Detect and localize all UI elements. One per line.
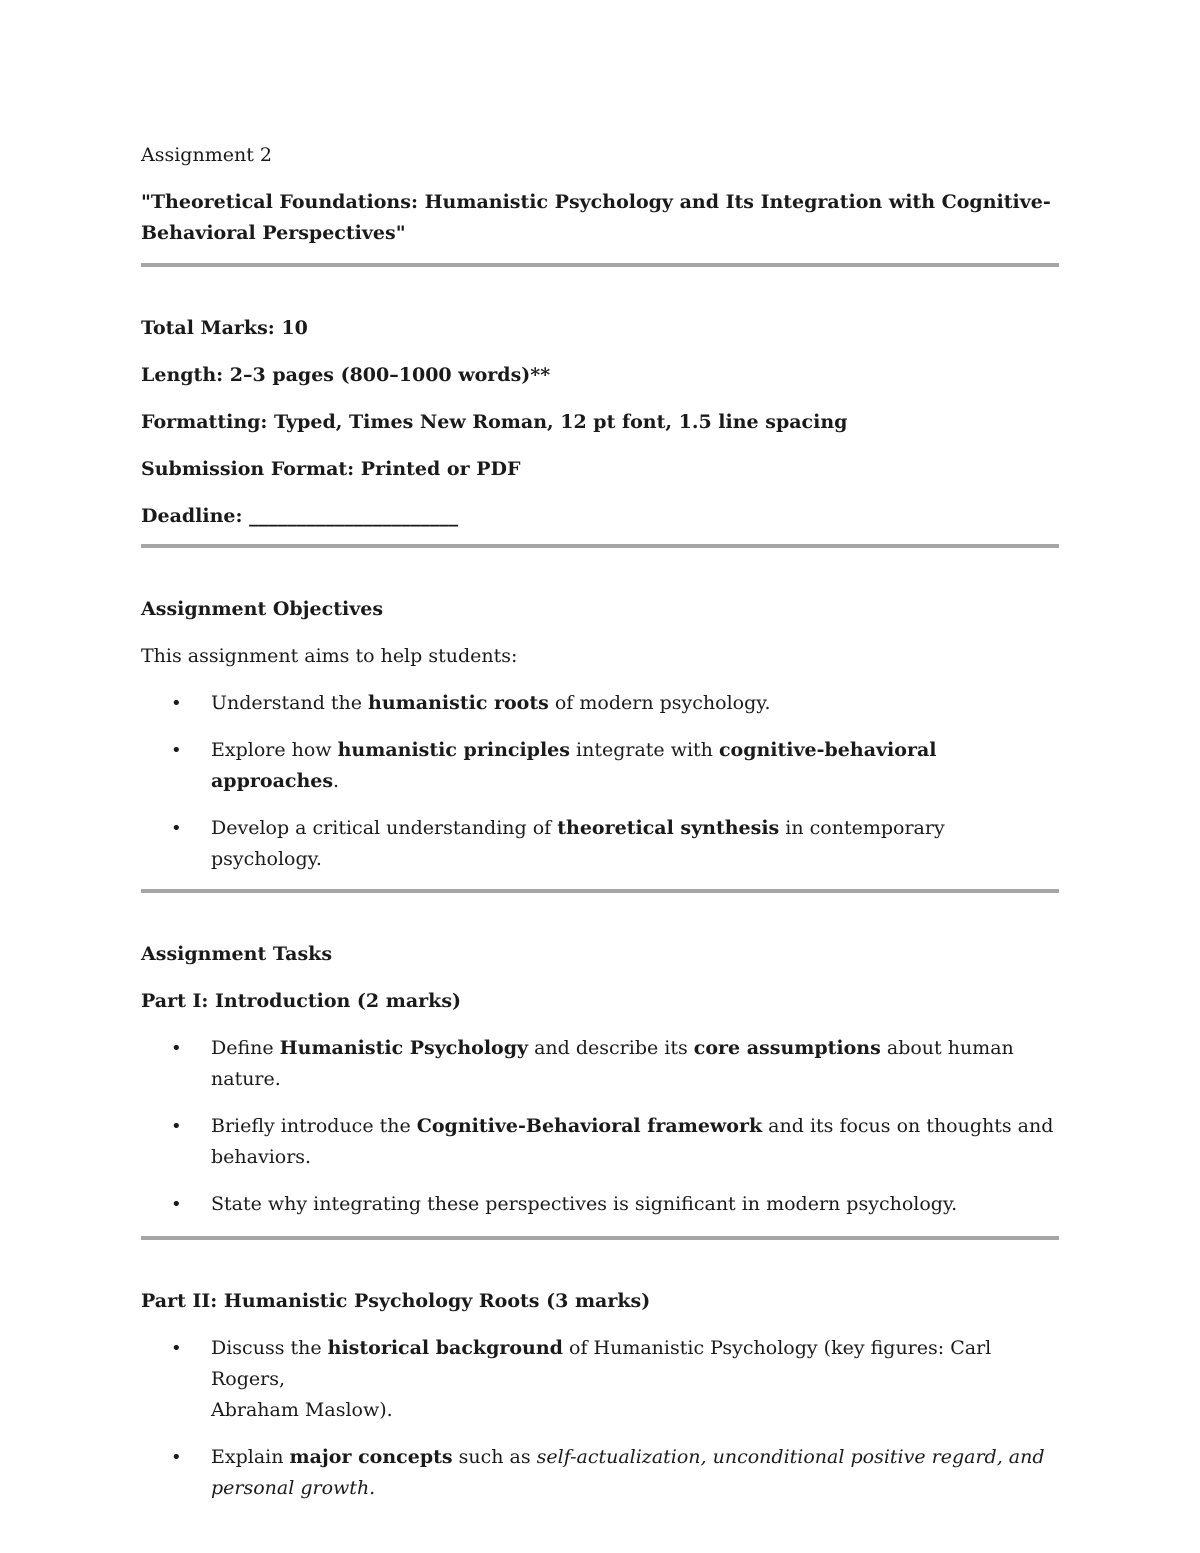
doc-title bbox=[141, 187, 1059, 249]
list-item: • Explore how humanistic principles integrate with cognitive-behavioral approaches. bbox=[141, 735, 1059, 797]
part-2-heading: Part II: Humanistic Psychology Roots (3 marks) bbox=[141, 1290, 651, 1312]
divider bbox=[141, 544, 1059, 548]
total-marks: Total Marks: 10 bbox=[141, 317, 308, 339]
submission-format: Submission Format: Printed or PDF bbox=[141, 458, 521, 480]
part-2-list bbox=[141, 1333, 1059, 1504]
list-item: • Briefly introduce the Cognitive-Behavioral framework and its focus on thoughts and behaviors. bbox=[141, 1111, 1059, 1173]
objectives-intro: This assignment aims to help students: bbox=[141, 645, 518, 667]
length-requirement: Length: 2–3 pages (800–1000 words)** bbox=[141, 364, 551, 386]
list-item: • Discuss the historical background of Humanistic Psychology (key figures: Carl Rogers, Abraham Maslow). bbox=[141, 1333, 1059, 1426]
list-item: • State why integrating these perspectives is significant in modern psychology. bbox=[141, 1189, 1059, 1220]
title-line-1: "Theoretical Foundations: Humanistic Psychology and Its Integration with Cognitive- bbox=[141, 191, 1051, 213]
list-item: • Define Humanistic Psychology and describe its core assumptions about human nature. bbox=[141, 1033, 1059, 1095]
objectives-list bbox=[141, 688, 1059, 875]
divider bbox=[141, 263, 1059, 267]
part-1-list bbox=[141, 1033, 1059, 1220]
divider bbox=[141, 889, 1059, 893]
doc-heading: Assignment 2 bbox=[141, 144, 272, 166]
deadline: Deadline: ______________________ bbox=[141, 505, 459, 527]
part-1-heading: Part I: Introduction (2 marks) bbox=[141, 990, 462, 1012]
tasks-heading: Assignment Tasks bbox=[141, 943, 333, 965]
objectives-heading: Assignment Objectives bbox=[141, 598, 384, 620]
list-item: • Understand the humanistic roots of modern psychology. bbox=[141, 688, 1059, 719]
document-page bbox=[141, 140, 1059, 1504]
list-item: • Explain major concepts such as self-actualization, unconditional positive regard, and personal growth. bbox=[141, 1442, 1059, 1504]
title-line-2: Behavioral Perspectives" bbox=[141, 222, 406, 244]
formatting-requirement: Formatting: Typed, Times New Roman, 12 pt font, 1.5 line spacing bbox=[141, 411, 848, 433]
list-item: • Develop a critical understanding of theoretical synthesis in contemporary psychology. bbox=[141, 813, 1059, 875]
divider bbox=[141, 1236, 1059, 1240]
